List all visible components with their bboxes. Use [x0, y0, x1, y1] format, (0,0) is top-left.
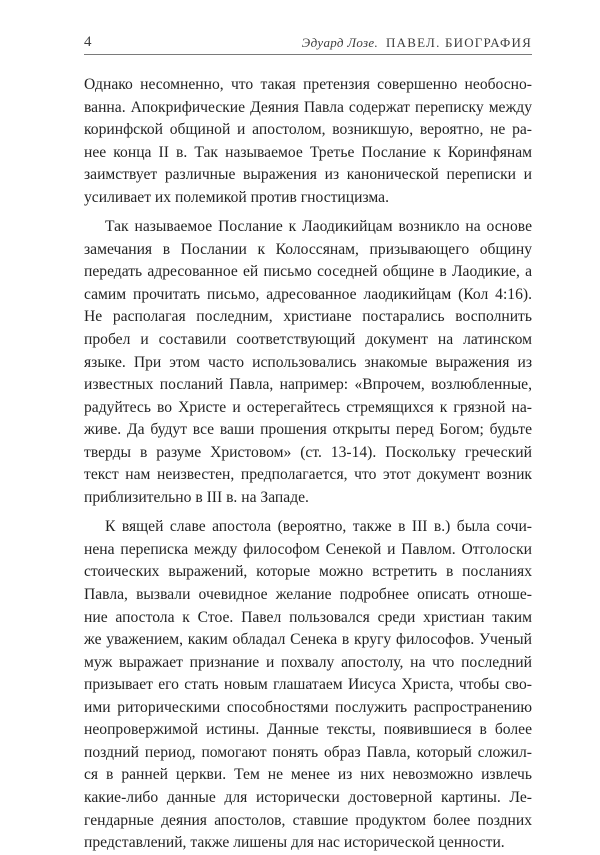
text-line: передать адресованное ей письмо соседней общине в Лаодикие, а: [84, 263, 532, 281]
paragraph-gap: [84, 509, 532, 516]
text-line: текст нам неизвестен, предполагается, что этот документ возник: [84, 466, 532, 484]
text-line: нена переписка между философом Сенекой и Павлом. Отголоски: [84, 540, 532, 558]
text-line: пробел и составили соответствующий документ на латинском: [84, 331, 532, 349]
paragraph-gap: [84, 209, 532, 216]
text-line: тверды в разуме Христовом» (ст. 13-14). Поскольку греческий: [84, 443, 532, 461]
text-line: ние апостола к Стое. Павел пользовался среди христиан таким: [84, 608, 532, 626]
text-line: ванна. Апокрифические Деяния Павла содержат переписку между: [84, 98, 532, 116]
text-line: замечания в Послании к Колоссянам, призывающего общину: [84, 240, 532, 258]
paragraph: [84, 216, 532, 509]
text-line: радуйтесь во Христе и остерегайтесь стремящихся к грязной на-: [84, 398, 532, 416]
text-line: нее конца II в. Так называемое Третье Послание к Коринфянам: [84, 143, 532, 161]
text-line: известных посланий Павла, например: «Впрочем, возлюбленные,: [84, 376, 532, 394]
text-line: муж выражает признание и похвалу апостолу, на что последний: [84, 653, 532, 671]
text-line: живе. Да будут все ваши прошения открыты перед Богом; будьте: [84, 421, 532, 439]
paragraph: [84, 74, 532, 209]
text-line: стоических выражений, которые можно встретить в посланиях: [84, 563, 532, 581]
text-line: неопровержимой истины. Данные тексты, появившиеся в более: [84, 721, 532, 739]
header-rule: [84, 54, 532, 55]
text-line: Так называемое Послание к Лаодикийцам возникло на основе: [105, 218, 532, 236]
text-line: самим прочитать письмо, адресованное лаодикийцам (Кол 4:16).: [84, 285, 532, 303]
text-line: представлений, также лишены для нас исторической ценности.: [84, 834, 505, 852]
author-name: Эдуард Лозе.: [301, 35, 379, 50]
text-line: гендарные деяния апостолов, ставшие продуктом более поздних: [84, 811, 532, 829]
running-title: [302, 35, 532, 51]
text-line: же уважением, каким обладал Сенека в кругу философов. Ученый: [84, 631, 532, 649]
text-line: Павла, вызвали очевидное желание подробнее описать отноше-: [84, 586, 532, 604]
text-line: К вящей славе апостола (вероятно, также в III в.) была сочи-: [105, 518, 532, 536]
text-line: приблизительно в III в. на Западе.: [84, 488, 309, 506]
body-text: [84, 74, 532, 855]
text-line: поздний период, помогают понять образ Павла, который сложил-: [84, 743, 532, 761]
text-line: заимствует различные выражения из канонической переписки и: [84, 166, 532, 184]
book-title: ПАВЕЛ. БИОГРАФИЯ: [386, 35, 532, 50]
running-header: [84, 34, 532, 56]
paragraph: [84, 516, 532, 854]
text-line: усиливает их полемикой против гностицизма.: [84, 188, 389, 206]
text-line: Однако несомненно, что такая претензия совершенно необосно-: [84, 76, 532, 93]
text-line: коринфской общиной и апостолом, возникшую, вероятно, не ра-: [84, 121, 532, 139]
page-number: 4: [84, 34, 92, 50]
text-line: Не располагая последним, христиане постарались восполнить: [84, 308, 532, 326]
text-line: языке. При этом часто использовались знакомые выражения из: [84, 353, 532, 371]
text-line: ся в ранней церкви. Тем не менее из них невозможно извлечь: [84, 766, 532, 784]
text-line: призывает его стать новым глашатаем Иисуса Христа, чтобы сво-: [84, 676, 532, 694]
text-line: какие-либо данные для исторически достоверной картины. Ле-: [84, 788, 532, 806]
text-line: ими риторическими способностями послужить распространению: [84, 698, 532, 716]
